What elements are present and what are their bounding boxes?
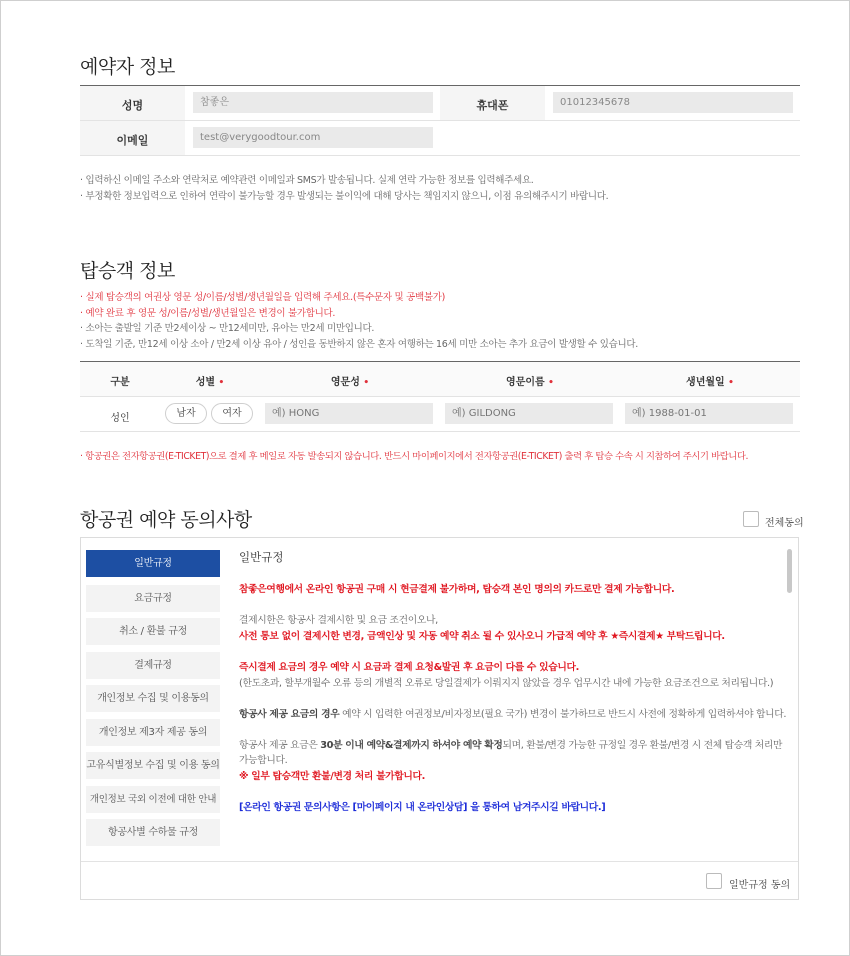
tab-privacy-overseas[interactable]: 개인정보 국외 이전에 대한 안내	[86, 786, 220, 813]
tab-privacy-collect[interactable]: 개인정보 수집 및 이용동의	[86, 685, 220, 712]
agree-all-label: 전체동의	[765, 518, 804, 529]
last-name-input[interactable]	[265, 403, 433, 424]
panel-footer-divider	[81, 861, 798, 862]
tab-fare-rules[interactable]: 요금규정	[86, 585, 220, 612]
content-line-7-a: 항공사 제공 요금은	[239, 740, 321, 751]
email-input[interactable]	[193, 127, 433, 148]
required-mark: •	[218, 378, 225, 388]
agree-general-checkbox[interactable]	[706, 873, 722, 889]
passenger-note-2: · 도착일 기준, 만12세 이상 소아 / 만2세 이상 유아 / 성인을 동반하지 않은 혼자 여행하는 16세 미만 소아는 추가 요금이 발생할 수 있습니다.	[80, 339, 638, 350]
gender-female-button[interactable]: 여자	[211, 403, 253, 424]
passenger-bottom-divider	[80, 431, 800, 432]
passenger-note-red-2: · 예약 완료 후 영문 성/이름/성별/생년월일은 변경이 불가합니다.	[80, 308, 336, 319]
name-label: 성명	[121, 99, 144, 112]
content-line-7-c: 되며, 환불/변경 가능한 규정일 경우 환불/변경 시 전체 탑승객 처리만	[502, 740, 783, 751]
booker-note-2: · 부정확한 정보입력으로 인하여 연락이 불가능할 경우 발생되는 불이익에 대해 당사는 책임지지 않으니, 이점 유의해주시기 바랍니다.	[80, 191, 609, 202]
passenger-note-1: · 소아는 출발일 기준 만2세이상 ~ 만12세미만, 유아는 만2세 미만입니다.	[80, 323, 375, 334]
content-line-6-text: 예약 시 입력한 여권정보/비자정보(필요 국가) 변경이 불가하므로 반드시 사전에 정확하게 입력하셔야 합니다.	[339, 709, 787, 720]
header-birth-label: 생년월일	[686, 377, 725, 388]
content-line-10: [온라인 항공권 문의사항은 [마이페이지 내 온라인상담] 을 통하여 남겨주시길 바랍니다.]	[239, 802, 606, 813]
tab-payment[interactable]: 결제규정	[86, 652, 220, 679]
tab-cancel-refund[interactable]: 취소 / 환불 규정	[86, 618, 220, 645]
content-line-3: 사전 통보 없이 결제시한 변경, 금액인상 및 자동 예약 취소 될 수 있사오니 가급적 예약 후 ★즉시결제★ 부탁드립니다.	[239, 631, 725, 642]
booker-bottom-divider	[80, 155, 800, 156]
booker-row-divider	[80, 120, 800, 121]
tab-privacy-third-party[interactable]: 개인정보 제3자 제공 동의	[86, 719, 220, 746]
content-line-7-bold: 30분 이내 예약&결제까지 하셔야 예약 확정	[320, 740, 503, 751]
required-mark: •	[548, 378, 554, 388]
passenger-note-red-1: · 실제 탑승객의 여권상 영문 성/이름/성별/생년월일을 입력해 주세요.(특수문자 및 공백불가)	[80, 292, 446, 303]
booker-note-1: · 입력하신 이메일 주소와 연락처로 예약관련 이메일과 SMS가 발송됩니다. 실제 연락 가능한 정보를 입력해주세요.	[80, 175, 534, 186]
gender-male-button[interactable]: 남자	[165, 403, 207, 424]
ticket-note: · 항공권은 전자항공권(E-TICKET)으로 결제 후 메일로 자동 발송되지 않습니다. 반드시 마이페이지에서 전자항공권(E-TICKET) 출력 후 탑승 수속 시 지참하여 주시기 바랍니다.	[80, 451, 749, 462]
content-line-9: ※ 일부 탑승객만 환불/변경 처리 불가합니다.	[239, 771, 426, 782]
content-scrollbar[interactable]	[787, 549, 792, 593]
agree-general-label: 일반규정 동의	[729, 880, 791, 891]
agree-all-checkbox[interactable]	[743, 511, 759, 527]
header-birth	[625, 373, 795, 388]
content-line-6-bold: 항공사 제공 요금의 경우	[239, 709, 340, 720]
content-line-1: 참좋은여행에서 온라인 항공권 구매 시 현금결제 불가하며, 탑승객 본인 명의의 카드로만 결제 가능합니다.	[239, 584, 675, 595]
passenger-header-divider	[80, 396, 800, 397]
first-name-input[interactable]	[445, 403, 613, 424]
header-first-name-label: 영문이름	[506, 377, 545, 388]
booker-section-title: 예약자 정보	[80, 56, 175, 78]
required-mark: •	[728, 378, 734, 388]
birth-input[interactable]	[625, 403, 793, 424]
content-line-7	[239, 737, 782, 751]
content-line-8: 가능합니다.	[239, 755, 288, 766]
content-line-4: 즉시결제 요금의 경우 예약 시 요금과 결제 요청&발권 후 요금이 다를 수 있습니다.	[239, 662, 579, 673]
phone-label: 휴대폰	[476, 99, 509, 112]
header-first-name	[445, 373, 615, 388]
agreement-section-title: 항공권 예약 동의사항	[80, 509, 252, 531]
tab-baggage[interactable]: 항공사별 수하물 규정	[86, 819, 220, 846]
header-last-name-label: 영문성	[330, 377, 360, 388]
passenger-section-title: 탑승객 정보	[80, 260, 175, 282]
tab-unique-id[interactable]: 고유식별정보 수집 및 이용 동의	[86, 752, 220, 779]
header-gender-label: 성별	[195, 377, 216, 388]
header-last-name	[265, 373, 435, 388]
name-input[interactable]	[193, 92, 433, 113]
required-mark: •	[363, 378, 370, 388]
tab-general[interactable]: 일반규정	[86, 550, 220, 577]
email-label: 이메일	[116, 134, 149, 147]
content-line-5: (한도초과, 할부개월수 오류 등의 개별적 오류로 당일결제가 이뤄지지 않았을 경우 업무시간 내에 가능한 요금조건으로 처리됩니다.)	[239, 678, 774, 689]
passenger-type: 성인	[110, 413, 130, 424]
content-line-2: 결제시한은 항공사 결제시한 및 요금 조건이오나,	[239, 615, 438, 626]
header-type: 구분	[110, 377, 130, 388]
content-title: 일반규정	[239, 550, 284, 564]
phone-input[interactable]	[553, 92, 793, 113]
header-gender	[165, 373, 255, 388]
content-line-6	[239, 706, 786, 720]
